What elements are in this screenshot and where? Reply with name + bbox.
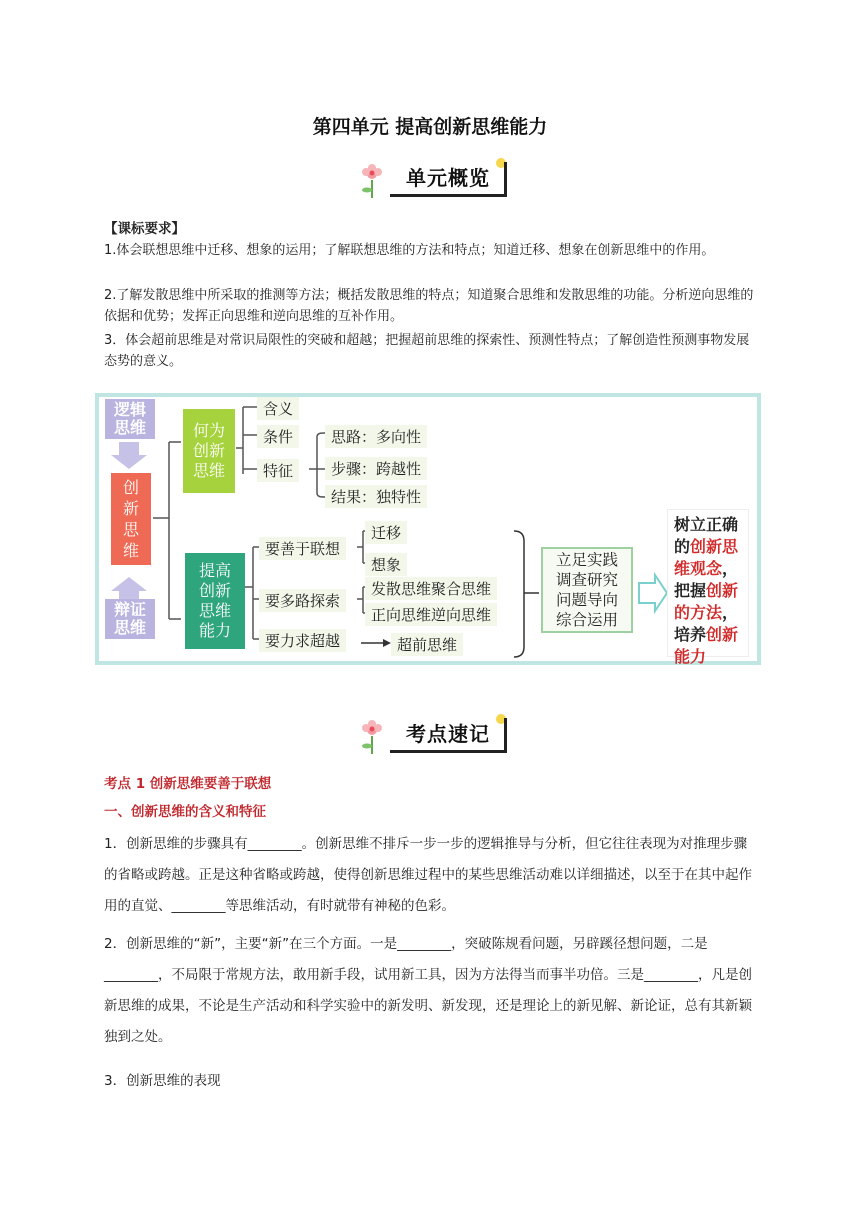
points-badge bbox=[356, 712, 506, 756]
page-title: 第四单元 提高创新思维能力 bbox=[312, 116, 548, 138]
overview-badge bbox=[356, 156, 506, 200]
conclusion-box bbox=[667, 509, 749, 666]
creative-thinking-box: 创新思维 bbox=[111, 473, 151, 565]
conclusion-red-1: 创新思维观念 bbox=[674, 537, 739, 578]
requirement-item-1: 1.体会联想思维中迁移、想象的运用；了解联想思维的方法和特点；知道迁移、想象在创新思维中的作用。 bbox=[104, 243, 715, 258]
label-thinking-path: 思路：多向性 bbox=[325, 425, 427, 448]
label-imagination: 想象 bbox=[365, 553, 407, 576]
concept-diagram bbox=[95, 393, 761, 665]
label-forward-reverse: 正向思维逆向思维 bbox=[365, 603, 497, 626]
label-meaning: 含义 bbox=[257, 397, 299, 420]
conclusion-text-1: 树立正确的 bbox=[674, 515, 739, 556]
conclusion-red-3: 创新能力 bbox=[674, 625, 739, 666]
requirement-item-3: 3．体会超前思维是对常识局限性的突破和超越；把握超前思维的探索性、预测性特点；了解创造性预测事物发展态势的意义。 bbox=[104, 333, 750, 369]
label-feature: 特征 bbox=[257, 459, 299, 482]
label-steps: 步骤：跨越性 bbox=[325, 457, 427, 480]
paragraph-1: 1．创新思维的步骤具有________。创新思维不排斥一步一步的逻辑推导与分析，但它往往表现为对推理步骤的省略或跨越。正是这种省略或跨越，使得创新思维过程中的某些思维活动难以详细描述，以至于在其中起作用的直觉、________等思维活动，有时就带有神秘的色彩。 bbox=[104, 836, 752, 914]
dialectic-thinking-box: 辩证思维 bbox=[105, 599, 155, 639]
label-advanced: 超前思维 bbox=[391, 633, 463, 656]
label-condition: 条件 bbox=[257, 425, 299, 448]
conclusion-red-2: 创新的方法 bbox=[674, 581, 739, 622]
points-label: 考点速记 bbox=[406, 722, 490, 746]
label-divergent: 发散思维聚合思维 bbox=[365, 577, 497, 600]
label-result: 结果：独特性 bbox=[325, 485, 427, 508]
requirements-heading: 【课标要求】 bbox=[104, 221, 185, 237]
requirement-item-2: 2.了解发散思维中所采取的推测等方法；概括发散思维的特点；知道聚合思维和发散思维的功能。分析逆向思维的依据和优势；发挥正向思维和逆向思维的互补作用。 bbox=[104, 288, 754, 324]
improve-ability-box: 提高创新思维能力 bbox=[185, 553, 245, 649]
logic-thinking-box: 逻辑思维 bbox=[105, 399, 155, 439]
practice-box: 立足实践调查研究问题导向综合运用 bbox=[541, 547, 633, 633]
label-transfer: 迁移 bbox=[365, 521, 407, 544]
kaodian-heading: 考点 1 创新思维要善于联想 bbox=[104, 776, 272, 792]
what-is-creative-box: 何为创新思维 bbox=[183, 409, 235, 493]
label-transcend: 要力求超越 bbox=[259, 629, 346, 652]
label-association: 要善于联想 bbox=[259, 537, 346, 560]
conclusion-text-3: ，培养 bbox=[674, 603, 739, 644]
conclusion-text-2: ，把握 bbox=[674, 559, 739, 600]
section-subheading: 一、创新思维的含义和特征 bbox=[104, 804, 266, 820]
paragraph-2: 2．创新思维的“新”，主要“新”在三个方面。一是________，突破陈规看问题，另辟蹊径想问题，二是________，不局限于常规方法，敢用新手段，试用新工具，因为方法得当而事半功倍。三是________，凡是创新思维的成果，不论是生产活动和科学实验中的新发明、新发现，还是理论上的新见解、新论证，总有其新颖独到之处。 bbox=[104, 936, 752, 1045]
label-explore: 要多路探索 bbox=[259, 589, 346, 612]
paragraph-3: 3．创新思维的表现 bbox=[104, 1073, 221, 1089]
overview-label: 单元概览 bbox=[406, 166, 490, 190]
